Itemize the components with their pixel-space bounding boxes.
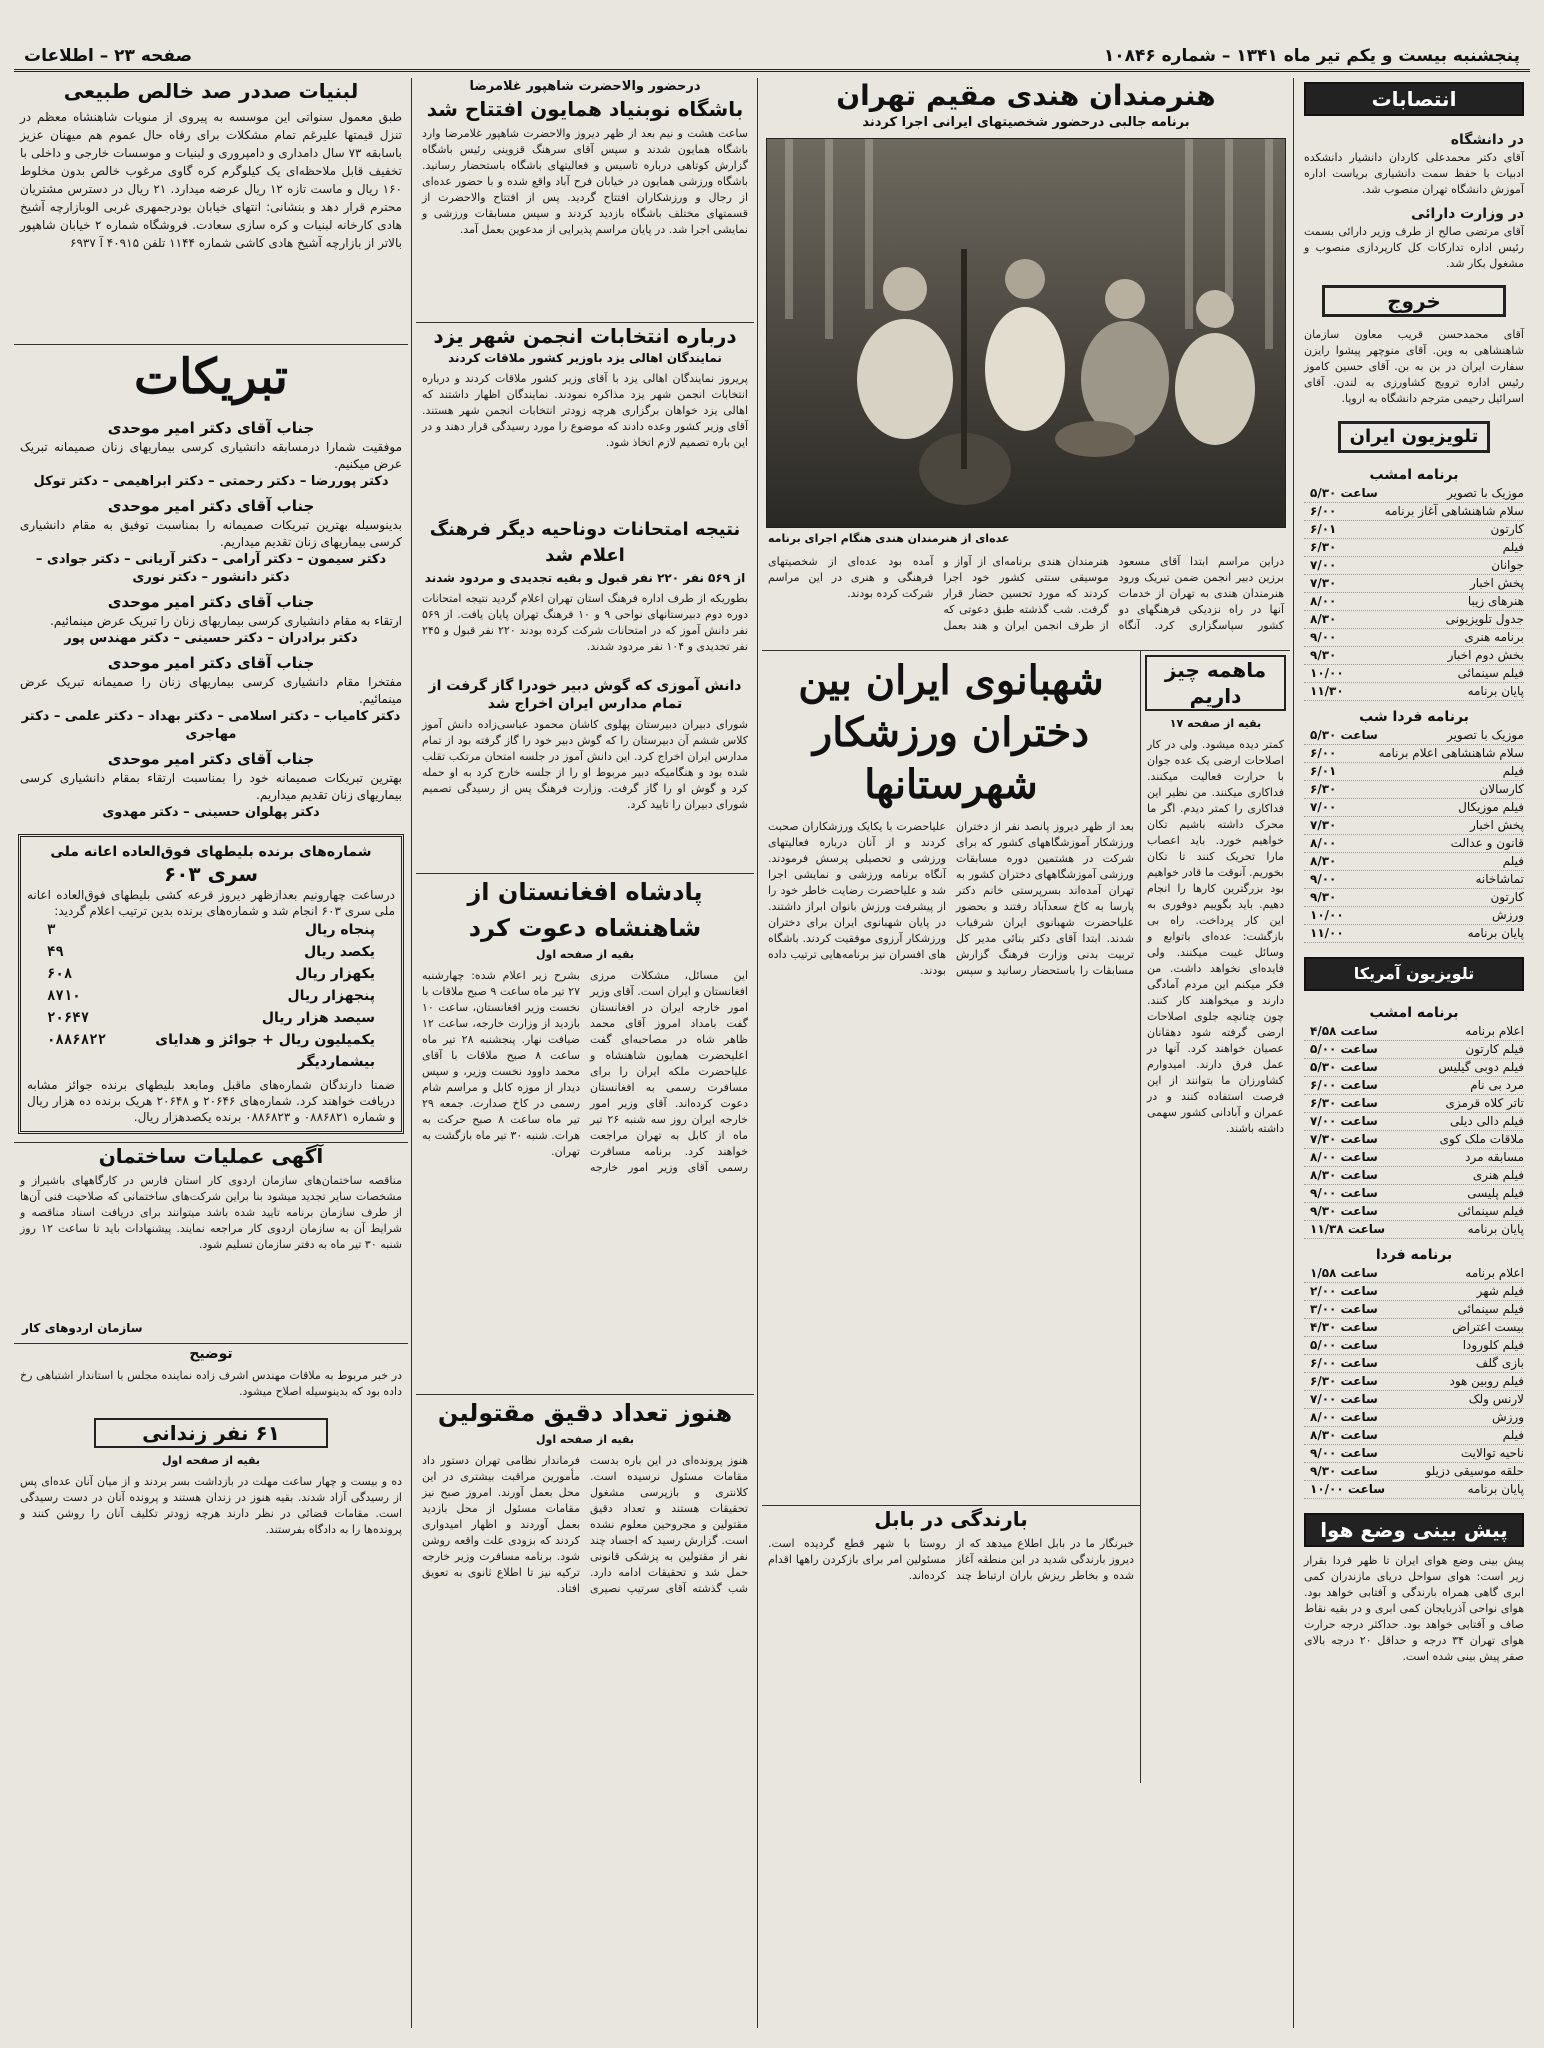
schedule-time: ساعت ۸/۰۰ (1310, 1150, 1378, 1164)
schedule-row (1304, 1041, 1524, 1059)
lottery-row (27, 941, 395, 963)
news-photo (766, 138, 1286, 528)
lottery-title: شماره‌های برنده بلیطهای فوق‌العاده اعانه ملی (50, 844, 372, 860)
appointments-body: آقای دکتر محمدعلی کاردان دانشیار دانشکده ادبیات با حفظ سمت دانشیاری بریاست اداره آموزش دانشگاه تهران منصوب شد. (1304, 151, 1524, 196)
schedule-time: ساعت ۹/۳۰ (1310, 1204, 1378, 1218)
schedule-time: ساعت ۶/۳۰ (1310, 1096, 1378, 1110)
column-rule (411, 78, 412, 2028)
tv-iran-schedule (1304, 485, 1524, 701)
tv-america-schedule (1304, 1023, 1524, 1239)
schedule-time: ۸/۰۰ (1310, 836, 1337, 850)
schedule-time: ساعت ۷/۰۰ (1310, 1392, 1378, 1406)
article-headline: هنرمندان هندی مقیم تهران (836, 79, 1216, 112)
schedule-row (1304, 629, 1524, 647)
congrats-sign: دکتر برادران – دکتر حسینی – دکتر مهندس پور (64, 631, 358, 646)
tv-tomorrow-heading: برنامه فردا شب (1359, 709, 1469, 725)
schedule-program: ورزش (1491, 908, 1524, 922)
article-body: پریروز نمایندگان اهالی یزد با آقای وزیر کشور ملاقات کردند و درباره انتخابات انجمن شهر یزد مذاکره نمودند. نمایندگان اظهار داشتند که اهالی یزد خواهان برگزاری هرچه زودتر انتخابات انجمن شهر هستند. آقای وزیر کشور وعده دادند که موضوع را مورد رسیدگی قرار دهند و در این باره تصمیم لازم اتخاذ شود. (422, 372, 748, 449)
lottery-row (27, 1029, 395, 1073)
schedule-program: موزیک با تصویر (1446, 728, 1524, 742)
schedule-program: جوانان (1491, 558, 1524, 572)
schedule-row (1304, 835, 1524, 853)
schedule-time: ۶/۳۰ (1310, 782, 1337, 796)
congrats-item (20, 653, 402, 744)
article-body: این مسائل، مشکلات مرزی افغانستان و ایران است. آقای وزیر امور خارجه ایران در افغانستان گفت بامداد امروز آقای محمد ظاهر شاه در مصاحبه‌ای گفت اعلیحضرت همایون شاهنشاه و علیاحضرت ملکه ایران را برای مسافرت رسمی به افغانستان دعوت کرده‌اند. آقای وزیر امور خارجه ایران روز سه شنبه ۲۶ تیر ماه از کابل به تهران مراجعت خواهند کرد. برنامه مسافرت رسمی آقای وزیر امور خارجه بشرح زیر اعلام شده: چهارشنبه ۲۷ تیر ماه ساعت ۹ صبح ملاقات با نخست وزیر افغانستان، ساعت ۱۰ بازدید از وزارت خارجه، ساعت ۱۲ ضیافت نهار. پنجشنبه ۲۸ تیر ماه ساعت ۸ صبح ملاقات با آقای محمد داوود نخست وزیر، و سپس دیدار از موزه کابل و مراسم شام رسمی در کاخ صدارت. جمعه ۲۹ تیر ماه ساعت ۸ صبح حرکت به هرات. شنبه ۳۰ تیر ماه بازگشت به تهران. (422, 969, 748, 1174)
schedule-time: ساعت ۳/۰۰ (1310, 1302, 1378, 1316)
column-center-left (416, 78, 754, 1749)
schedule-row (1304, 1373, 1524, 1391)
schedule-program: ملاقات ملک کوی (1439, 1132, 1524, 1146)
article-headline: پادشاه افغانستان از شاهنشاه دعوت کرد (467, 878, 703, 942)
schedule-program: فیلم سینمائی (1457, 666, 1524, 680)
schedule-row (1304, 1185, 1524, 1203)
lottery-results (27, 919, 395, 1073)
schedule-row (1304, 1095, 1524, 1113)
congrats-sign: دکتر پوررضا – دکتر رحمتی – دکتر ابراهیمی – دکتر توکل (33, 474, 389, 489)
lottery-number: ۶۰۸ (47, 966, 73, 982)
schedule-time: ساعت ۴/۳۰ (1310, 1320, 1378, 1334)
schedule-time: ساعت ۲/۰۰ (1310, 1284, 1378, 1298)
lottery-prize: پنجهزار ریال (287, 988, 375, 1004)
congrats-body: مفتخرا مقام دانشیاری کرسی بیماریهای زنان را صمیمانه تبریک عرض مینمائیم. (20, 675, 402, 706)
tv-tomorrow-heading: برنامه فردا (1375, 1247, 1453, 1263)
schedule-row (1304, 1427, 1524, 1445)
lead-headline: شهبانوی ایران بین دختران ورزشکار شهرستانها (798, 657, 1104, 808)
schedule-time: ۱۱/۰۰ (1310, 926, 1344, 940)
article-headline: هنوز تعداد دقیق مقتولین (437, 1399, 733, 1427)
tv-iran-banner: تلویزیون ایران (1338, 421, 1490, 453)
tv-america-banner: تلویزیون آمریکا (1304, 957, 1524, 991)
schedule-program: کارتون (1490, 890, 1524, 904)
schedule-time: ۷/۰۰ (1310, 800, 1337, 814)
schedule-row (1304, 763, 1524, 781)
schedule-row (1304, 485, 1524, 503)
schedule-program: فیلم کلورودا (1462, 1338, 1524, 1352)
schedule-program: فیلم (1502, 854, 1524, 868)
schedule-time: ۱۰/۰۰ (1310, 908, 1344, 922)
schedule-program: قانون و عدالت (1450, 836, 1524, 850)
continued-note: بقیه از صفحه اول (535, 948, 635, 961)
congrats-body: موفقیت شمارا درمسابقه دانشیاری کرسی بیماریهای زنان صمیمانه تبریک عرض میکنیم. (20, 440, 402, 471)
schedule-program: فیلم (1502, 540, 1524, 554)
schedule-program: بازی گلف (1475, 1356, 1524, 1370)
schedule-program: پخش اخبار (1469, 576, 1524, 590)
schedule-row (1304, 683, 1524, 701)
schedule-time: ۹/۰۰ (1310, 630, 1337, 644)
schedule-row (1304, 1023, 1524, 1041)
schedule-row (1304, 799, 1524, 817)
schedule-time: ۸/۳۰ (1310, 854, 1337, 868)
article-body: ده و بیست و چهار ساعت مهلت در بازداشت بسر بردند و از میان آنان عده‌ای پس از رسیدگی آزاد شدند. بقیه هنوز در زندان هستند و پرونده آنان در دست رسیدگی است. مقامات قضائی در نظر دارند هرچه زودتر تکلیف آنان را روشن کنند و پرونده‌ها را به دادگاه بفرستند. (20, 1475, 402, 1536)
schedule-row (1304, 1409, 1524, 1427)
congrats-item (20, 418, 402, 491)
congrats-body: ارتقاء به مقام دانشیاری کرسی بیماریهای زنان را تبریک عرض مینمائیم. (50, 614, 402, 628)
continued-note: بقیه از صفحه ۱۷ (1169, 717, 1262, 730)
article-body: هنوز پرونده‌ای در این باره بدست مقامات مسئول نرسیده است. کلانتری و بازپرسی مشغول تحقیقات هستند و تعداد دقیق مقتولین و مجروحین معلوم نشده است. گزارش رسید که اجساد چند نفر از مقتولین به پزشکی قانونی حمل شد و تحقیقات ادامه دارد. شب گذشته آقای سرتیپ نصیری فرماندار نظامی تهران دستور داد مأمورین مراقبت بیشتری در این محل بعمل آورند. امروز صبح نیز مقامات مسئول از محل بازدید بعمل آوردند و اظهار امیدواری کردند که بزودی علت واقعه روشن شود. برنامه مسافرت وزیر خارجه ترکیه نیز تا اطلاع ثانوی به تعویق افتاد. (422, 1454, 748, 1595)
schedule-row (1304, 889, 1524, 907)
weather-banner: پیش بینی وضع هوا (1304, 1513, 1524, 1547)
congrats-sign: دکتر سیمون – دکتر آرامی – دکتر آریانی – دکتر جوادی – دکتر دانشور – دکتر نوری (35, 552, 387, 585)
schedule-row (1304, 1077, 1524, 1095)
appointments-body: آقای مرتضی صالح از طرف وزیر دارائی بسمت رئیس اداره تدارکات کل کارپردازی منصوب و مشغول بکار شد. (1304, 225, 1524, 270)
schedule-time: ۶/۰۱ (1310, 522, 1337, 536)
schedule-time: ساعت ۶/۰۰ (1310, 1356, 1378, 1370)
schedule-program: اعلام برنامه (1465, 1266, 1524, 1280)
continued-note: بقیه از صفحه اول (535, 1433, 635, 1446)
column-rule (1293, 78, 1294, 2028)
schedule-program: حلقه موسیقی دزیلو (1425, 1464, 1524, 1478)
lottery-number: ۰۸۸۶۸۲۲ (47, 1032, 107, 1048)
weather-body: پیش بینی وضع هوای ایران تا ظهر فردا بقرار زیر است: هوای سواحل دریای مازندران کمی ابری گاهی همراه بارندگی و آفتابی خواهد بود. هوای نواحی آذربایجان کمی ابری و در بقیه نقاط صاف و آفتابی خواهد بود. حداکثر درجه حرارت هوای تهران ۳۴ درجه و حداقل ۲۰ درجه بالای صفر پیش بینی شده است. (1304, 1554, 1525, 1663)
schedule-program: فیلم روبین هود (1449, 1374, 1524, 1388)
schedule-program: پخش اخبار (1469, 818, 1524, 832)
schedule-time: ۷/۳۰ (1310, 818, 1337, 832)
schedule-time: ساعت ۴/۵۸ (1310, 1024, 1378, 1038)
article-body: شورای دبیران دبیرستان پهلوی کاشان محمود عباسی‌زاده دانش آموز کلاس ششم آن دبیرستان را که گوش دبیر خود را گاز گرفته بود از تمام مدارس ایران اخراج کرد. این دانش آموز در جلسه امتحان مرتکب تقلب شده بود و هنگامیکه دبیر مربوط او را از جلسه خارج کرد به او حمله کرد و گوش او را گاز گرفت. وزارت فرهنگ پس از رسیدگی تصمیم شورای دبیران را تایید کرد. (422, 718, 748, 811)
schedule-time: ساعت ۸/۳۰ (1310, 1168, 1378, 1182)
lottery-number: ۲۰۶۴۷ (47, 1010, 90, 1026)
schedule-program: مسابقه مرد (1465, 1150, 1524, 1164)
schedule-row (1304, 1391, 1524, 1409)
schedule-program: فیلم کارتون (1465, 1042, 1524, 1056)
congrats-head: جناب آقای دکتر امیر موحدی (107, 593, 315, 611)
schedule-program: فیلم (1502, 764, 1524, 778)
schedule-program: کارسالان (1479, 782, 1524, 796)
schedule-program: بخش دوم اخبار (1447, 648, 1524, 662)
departures-body: آقای محمدحسن قریب معاون سازمان شاهنشاهی به وین. آقای منوچهر پیشوا رایزن سفارت ایران در بن به بن. آقای حسین کاموز رئیس اداره ترویج کشاورزی به لندن. آقای اسرائیل رحیمی مترجم دانشگاه به اروپا. (1304, 328, 1524, 405)
congrats-sign: دکتر کامیاب – دکتر اسلامی – دکتر بهداد – دکتر علمی – دکتر مهاجری (21, 709, 401, 742)
schedule-program: پایان برنامه (1467, 1482, 1524, 1496)
lottery-row (27, 919, 395, 941)
column-rule (757, 78, 758, 2028)
lottery-series: سری ۶۰۳ (163, 862, 259, 886)
schedule-row (1304, 575, 1524, 593)
schedule-time: ساعت ۵/۰۰ (1310, 1042, 1378, 1056)
congrats-item (20, 749, 402, 822)
schedule-program: فیلم پلیسی (1467, 1186, 1524, 1200)
schedule-program: هنرهای زیبا (1467, 594, 1524, 608)
schedule-row (1304, 871, 1524, 889)
schedule-time: ساعت ۶/۳۰ (1310, 1374, 1378, 1388)
article-headline: درباره انتخابات انجمن شهر یزد (433, 324, 737, 348)
continued-note: بقیه از صفحه اول (161, 1454, 261, 1467)
congrats-list (14, 409, 408, 826)
schedule-program: کارتون (1490, 522, 1524, 536)
schedule-row (1304, 817, 1524, 835)
congrats-head: جناب آقای دکتر امیر موحدی (107, 654, 315, 672)
article-headline: دانش آموزی که گوش دبیر خودرا گاز گرفت از تمام مدارس ایران اخراج شد (428, 678, 742, 712)
schedule-program: موزیک با تصویر (1446, 486, 1524, 500)
issue-date: پنجشنبه بیست و یکم تیر ماه ۱۳۴۱ – شماره ۱۰۸۴۶ (1103, 46, 1520, 66)
schedule-program: جدول تلویزیونی (1445, 612, 1524, 626)
tv-tonight-heading: برنامه امشب (1369, 467, 1459, 483)
lottery-prize: پنجاه ریال (304, 922, 375, 938)
ad-body: طبق معمول سنواتی این موسسه به پیروی از منویات شاهنشاه معظم در تنزل قیمتها علیرغم تمام مشکلات برای رفاه حال عموم هم میهنان عزیز باسابقه ۷۳ سال دامداری و دامپروری و لبنیات و موسسات خارجی و داخلی با تخفیف قابل ملاحظه‌ای یک کیلوگرم کره گاوی مرغوب خالص بدون مخلوط ۱۶۰ ریال و ماست تازه ۱۲ ریال عرضه میدارد. ۲۱ ریال در دسترس مشتریان محترم قرار دهد و بنشانی: انتهای خیابان بودرجمهری غربی الوبازارچه آشیخ هادی کارخانه لبنیات و کره سازی سعادت. فروشگاه شماره ۲ خیابان شاهپور بالاتر از بازارچه آشیخ هادی کاشی شماره ۱۱۴۴ تلفن ۴۰۹۱۵ آ ۶۹۳۷ (20, 110, 403, 250)
schedule-time: ۸/۳۰ (1310, 612, 1337, 626)
schedule-time: ساعت ۱۱/۳۸ (1310, 1222, 1386, 1236)
page-number: صفحه ۲۳ – اطلاعات (24, 46, 193, 66)
schedule-program: فیلم سینمائی (1457, 1302, 1524, 1316)
schedule-time: ۱۰/۰۰ (1310, 666, 1344, 680)
schedule-time: ساعت ۱/۵۸ (1310, 1266, 1378, 1280)
schedule-row (1304, 593, 1524, 611)
schedule-row (1304, 557, 1524, 575)
schedule-row (1304, 647, 1524, 665)
lottery-number: ۴۹ (47, 944, 64, 960)
schedule-row (1304, 745, 1524, 763)
schedule-time: ۶/۰۰ (1310, 746, 1337, 760)
schedule-row (1304, 611, 1524, 629)
schedule-row (1304, 1059, 1524, 1077)
schedule-time: ساعت ۹/۰۰ (1310, 1186, 1378, 1200)
lottery-box (18, 834, 404, 1134)
section-heading: در دانشگاه (1450, 132, 1524, 148)
schedule-row (1304, 1463, 1524, 1481)
musicians-photo-image (766, 139, 1285, 528)
ad-signature: سازمان اردوهای کار (22, 1321, 143, 1335)
schedule-time: ساعت ۵/۰۰ (1310, 1338, 1378, 1352)
schedule-program: پایان برنامه (1467, 684, 1524, 698)
running-head (14, 16, 1530, 72)
schedule-row (1304, 1149, 1524, 1167)
appointments-banner: انتصابات (1304, 82, 1524, 116)
schedule-time: ساعت ۹/۳۰ (1310, 1464, 1378, 1478)
schedule-time: ۶/۰۱ (1310, 764, 1337, 778)
schedule-program: سلام شاهنشاهی اعلام برنامه (1378, 746, 1524, 760)
article-body: دراین مراسم ابتدا آقای مسعود برزین دبیر انجمن ضمن تبریک ورود هنرمندان هندی به تهران از خدمات آنها در راه نزدیکی فرهنگهای دو کشور سپاسگزاری کرد. آنگاه هنرمندان هندی برنامه‌ای از آواز و موسیقی سنتی کشور خود اجرا کردند که مورد تحسین حضار قرار گرفت. شب گذشته طبق دعوتی که از طرف انجمن ایران و هند بعمل آمده بود عده‌ای از شخصیتهای فرهنگی و هنری در این مراسم شرکت کرده بودند. (768, 555, 1284, 632)
schedule-program: ناحیه توالایت (1460, 1446, 1524, 1460)
article-headline: ماهمه چیز داریم (1145, 655, 1286, 711)
ad-body: مناقصه ساختمان‌های سازمان اردوی کار استان فارس در کارگاههای باشیراز و مشخصات سایر تجدید میشود بنا براین شرکت‌های ساختمانی که صلاحیت فنی آن‌ها از طرف سازمان برنامه تایید شده باشد میتوانند برای دریافت اسناد مناقصه و شرایط آن به سازمان اردوی کار مراجعه نمایند. پیشنهادات باید تا ساعت ۱۲ روز شنبه ۳۰ تیر ماه به دفتر سازمان تسلیم شود. (20, 1174, 402, 1251)
photo-caption: عده‌ای از هنرمندان هندی هنگام اجرای برنامه (768, 532, 1010, 545)
schedule-time: ۱۱/۳۰ (1310, 684, 1344, 698)
article-kicker: درحضور والاحضرت شاهپور غلامرضا (469, 79, 701, 94)
schedule-program: بیست اعتراض (1452, 1320, 1524, 1334)
section-heading: در وزارت دارائی (1411, 206, 1524, 222)
schedule-time: ۹/۳۰ (1310, 890, 1337, 904)
tv-america-schedule-tomorrow (1304, 1265, 1524, 1499)
congrats-sign: دکتر پهلوان حسینی – دکتر مهدوی (102, 805, 320, 820)
schedule-row (1304, 907, 1524, 925)
congrats-head: جناب آقای دکتر امیر موحدی (107, 497, 315, 515)
lottery-number: ۳ (47, 922, 56, 938)
schedule-time: ۹/۰۰ (1310, 872, 1337, 886)
schedule-row (1304, 1131, 1524, 1149)
article-body: در خبر مربوط به ملاقات مهندس اشرف زاده نماینده مجلس با استاندار اشتباهی رخ داده بود که بدینوسیله اصلاح میشود. (20, 1369, 402, 1398)
schedule-time: ساعت ۸/۳۰ (1310, 1428, 1378, 1442)
newspaper-page (14, 16, 1530, 2032)
departures-banner: خروج (1322, 285, 1506, 317)
ad-headline: آگهی عملیات ساختمان (14, 1142, 408, 1169)
article-headline: توضیح (14, 1343, 408, 1364)
schedule-program: تاتر کلاه قرمزی (1445, 1096, 1524, 1110)
schedule-row (1304, 503, 1524, 521)
schedule-time: ۸/۰۰ (1310, 594, 1337, 608)
schedule-time: ۷/۳۰ (1310, 576, 1337, 590)
article-body: بعد از ظهر دیروز پانصد نفر از دختران ورزشکار آموزشگاههای کشور که برای شرکت در هشتمین دوره مسابقات ورزشی آموزشگاههای دختران کشور به تهران آمده‌اند بسرپرستی خانم دکتر پارسا به کاخ سعدآباد رفتند و بحضور علیاحضرت شهبانوی ایران شرفیاب شدند. ابتدا آقای دکتر بنائی مدیر کل تربیت بدنی وزارت فرهنگ گزارش مسابقات را باستحضار رسانید و سپس علیاحضرت با یکایک ورزشکاران صحبت کردند و از آنان درباره فعالیتهای ورزشی و تحصیلی پرسش فرمودند. آنگاه برنامه ورزشی و نمایشی اجرا شد و علیاحضرت رضایت خاطر خود را از پیشرفت ورزش بانوان ابراز داشتند. در پایان شهبانوی ایران برای دختران ورزشکار آرزوی موفقیت کردند. باشگاه های افسران نیز برنامه‌هایی ترتیب داده بودند. (768, 820, 1134, 977)
lottery-row (27, 985, 395, 1007)
article-headline: ۶۱ نفر زندانی (94, 1418, 328, 1448)
article-subheadline: برنامه جالبی درحضور شخصیتهای ایرانی اجرا کردند (862, 115, 1190, 130)
schedule-program: پایان برنامه (1467, 926, 1524, 940)
schedule-time: ۶/۳۰ (1310, 540, 1337, 554)
article-body: کمتر دیده میشود. ولی در کار اصلاحات ارضی یک عده جوان با حرارت فعالیت میکنند. فداکاری میکنند. من نظیر این فداکاری را کمتر دیدم. اگر ما محرک داشته باشیم تکان خواهیم خورد. باید اعصاب مارا تحریک کنند تا تکان بخوریم. آنوقت ما قادر خواهیم بود بزرگترین کارها را انجام دهیم. باید بگوییم دوفوری به این کار پرداخت. راه بی بازگشت: عده‌ای باتوابع و وسائل غیبت میکنند. ولی فایده‌ای نخواهد داشت. من فکر میکنم این مردم آمادگی دارند و میخواهند کار کنند. چون چنانچه جلوی اصلاحات ارضی گرفته شود دهقانان عصیان خواهند کرد. آنها در عمل فرق دارند. امیدوارم کشاورزان ما بتوانند از این فرصت استفاده کنند و در عمران و آبادانی کشور سهمی داشته باشند. (1147, 738, 1284, 1135)
congrats-head: جناب آقای دکتر امیر موحدی (107, 419, 315, 437)
schedule-program: اعلام برنامه (1465, 1024, 1524, 1038)
article-body: خبرنگار ما در بابل اطلاع میدهد که از دیروز بارندگی شدید در این منطقه آغاز شده و بخاطر ریزش باران ارتباط چند روستا با شهر قطع گردیده است. مسئولین امر برای بازکردن راهها اقدام کرده‌اند. (768, 1537, 1134, 1582)
article-subheadline: نمایندگان اهالی یزد باوزیر کشور ملاقات کردند (448, 351, 722, 365)
congrats-item (20, 592, 402, 648)
schedule-row (1304, 1221, 1524, 1239)
schedule-row (1304, 1167, 1524, 1185)
tv-tonight-heading: برنامه امشب (1369, 1005, 1459, 1021)
schedule-program: فیلم موزیکال (1458, 800, 1524, 814)
article-body: بطوریکه از طرف اداره فرهنگ استان تهران اعلام گردید نتیجه امتحانات دوره دوم دبیرستانهای نواحی ۹ و ۱۰ فرهنگ تهران پایان یافت. از ۵۶۹ نفر دانش آموز که در امتحانات شرکت کرده بودند ۲۲۰ نفر قبول و ۲۴۵ نفر تجدیدی و ۱۰۴ نفر مردود شدند. (422, 592, 748, 653)
schedule-program: برنامه هنری (1464, 630, 1524, 644)
schedule-row (1304, 665, 1524, 683)
schedule-program: لارنس ولک (1468, 1392, 1524, 1406)
schedule-time: ساعت ۷/۳۰ (1310, 1132, 1378, 1146)
congrats-head: جناب آقای دکتر امیر موحدی (107, 750, 315, 768)
schedule-row (1304, 1319, 1524, 1337)
congrats-title: تبریکات (133, 349, 288, 405)
schedule-program: پایان برنامه (1467, 1222, 1524, 1236)
schedule-time: ساعت ۶/۰۰ (1310, 1078, 1378, 1092)
schedule-time: ساعت ۵/۳۰ (1310, 486, 1378, 500)
article-headline: باشگاه نوبنیاد همایون افتتاح شد (426, 97, 744, 121)
lottery-number: ۸۷۱۰ (47, 988, 81, 1004)
schedule-program: ورزش (1491, 1410, 1524, 1424)
column-center-right (762, 78, 1290, 1783)
schedule-program: تماشاخانه (1475, 872, 1524, 886)
schedule-program: فیلم دالی دیلی (1450, 1114, 1524, 1128)
schedule-program: فیلم (1502, 1428, 1524, 1442)
schedule-row (1304, 1337, 1524, 1355)
article-subheadline: از ۵۶۹ نفر ۲۲۰ نفر قبول و بقیه تجدیدی و مردود شدند (424, 571, 746, 585)
schedule-program: مرد بی نام (1470, 1078, 1524, 1092)
schedule-row (1304, 1445, 1524, 1463)
schedule-time: ۶/۰۰ (1310, 504, 1337, 518)
congrats-body: بهترین تبریکات صمیمانه خود را بمناسبت ارتقاء بمقام دانشیاری کرسی بیماریهای زنان تقدیم میداریم. (20, 771, 402, 802)
schedule-row (1304, 1203, 1524, 1221)
congrats-body: بدینوسیله بهترین تبریکات صمیمانه را بمناسبت توفیق به مقام دانشیاری کرسی بیماریهای زنان تقدیم میداریم. (20, 518, 402, 549)
schedule-row (1304, 1113, 1524, 1131)
schedule-row (1304, 925, 1524, 943)
schedule-row (1304, 1481, 1524, 1499)
lottery-prize: یکصد ریال (304, 944, 375, 960)
schedule-row (1304, 1355, 1524, 1373)
lottery-prize: یکهزار ریال (295, 966, 375, 982)
schedule-time: ۹/۳۰ (1310, 648, 1337, 662)
column-left (14, 78, 408, 1580)
schedule-time: ساعت ۸/۰۰ (1310, 1410, 1378, 1424)
congrats-item (20, 496, 402, 587)
schedule-program: فیلم دوبی گیلیس (1438, 1060, 1524, 1074)
article-headline: نتیجه امتحانات دوناحیه دیگر فرهنگ اعلام شد (429, 519, 741, 566)
schedule-row (1304, 1265, 1524, 1283)
schedule-row (1304, 1283, 1524, 1301)
schedule-time: ۷/۰۰ (1310, 558, 1337, 572)
schedule-program: فیلم شهر (1476, 1284, 1524, 1298)
article-headline: بارندگی در بابل (874, 1507, 1028, 1531)
lottery-prize: سیصد هزار ریال (261, 1010, 375, 1026)
lottery-footer: ضمنا دارندگان شماره‌های ماقبل ومابعد بلیطهای برنده جوائز مشابه دریافت خواهند کرد. شماره‌های ۲۰۶۴۶ و ۲۰۶۴۸ هریک برنده ده هزار ریال و شماره ۰۸۸۶۸۲۱ و ۰۸۸۶۸۲۳ برنده یکصدهزار ریال. (27, 1078, 395, 1124)
tv-iran-schedule-tomorrow (1304, 727, 1524, 943)
schedule-row (1304, 539, 1524, 557)
lottery-row (27, 963, 395, 985)
schedule-row (1304, 1301, 1524, 1319)
schedule-time: ساعت ۵/۳۰ (1310, 728, 1378, 742)
schedule-time: ساعت ۱۰/۰۰ (1310, 1482, 1386, 1496)
lottery-intro: درساعت چهارونیم بعدازظهر دیروز قرعه کشی بلیطهای فوق‌العاده اعانه ملی سری ۶۰۳ انجام شد و شماره‌های برنده بدین ترتیب اعلام گردید: (27, 888, 395, 918)
schedule-program: فیلم سینمائی (1457, 1204, 1524, 1218)
schedule-row (1304, 521, 1524, 539)
schedule-time: ساعت ۹/۰۰ (1310, 1446, 1378, 1460)
lottery-row (27, 1007, 395, 1029)
schedule-program: سلام شاهنشاهی آغاز برنامه (1384, 504, 1524, 518)
schedule-row (1304, 781, 1524, 799)
schedule-program: فیلم هنری (1472, 1168, 1524, 1182)
schedule-time: ساعت ۷/۰۰ (1310, 1114, 1378, 1128)
ad-headline: لبنیات صددر صد خالص طبیعی (63, 79, 359, 103)
column-right (1298, 78, 1530, 1669)
schedule-time: ساعت ۵/۳۰ (1310, 1060, 1378, 1074)
schedule-row (1304, 727, 1524, 745)
lottery-prize: یکمیلیون ریال + جوائز و هدایای بیشماردیگر (155, 1032, 375, 1070)
article-body: ساعت هشت و نیم بعد از ظهر دیروز والاحضرت شاهپور غلامرضا وارد باشگاه همایون شدند و سپس آقای سرهنگ قزوینی رئیس باشگاه گزارش کوتاهی درباره تاسیس و فعالیتهای باشگاه باستحضار رسانید. باشگاه ورزشی همایون در خیابان فرح آباد واقع شده و با حضور عده‌ای از رجال و ورزشکاران افتتاح گردید. پس از افتتاح والاحضرت از قسمتهای مختلف باشگاه بازدید کردند و سپس مسابقات ورزشی و نمایشی اجرا شد. در پایان مراسم پذیرایی از مدعوین بعمل آمد. (422, 127, 748, 236)
schedule-row (1304, 853, 1524, 871)
